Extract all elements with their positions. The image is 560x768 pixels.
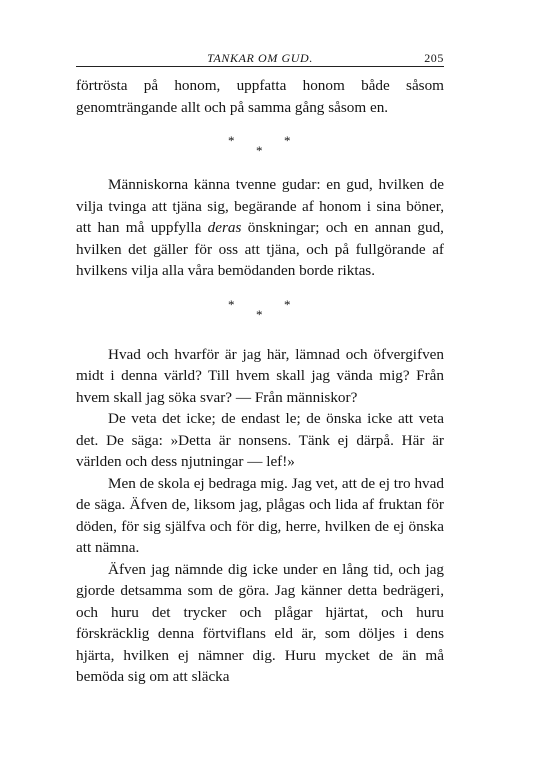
header-rule	[76, 66, 444, 67]
paragraph-continuation: förtrösta på honom, uppfatta honom både såsom genomträngande allt och på samma gång såsom en.	[76, 77, 444, 116]
paragraph-two-gods	[76, 174, 444, 282]
section-break-asterism-2	[76, 282, 444, 326]
asterism-star-right: *	[284, 296, 291, 312]
paragraph-they-shall-not-deceive: Men de skola ej bedraga mig. Jag vet, att de ej tro hvad de säga. Äfven de, liksom jag, plågas och lida af fruktan för döden, för sig själfva och för dig, herre, hvilken de ej önska att nämna.	[76, 474, 444, 556]
book-page	[76, 46, 444, 688]
asterism-star-middle: *	[256, 306, 263, 322]
spacer	[76, 326, 444, 344]
asterism-star-left: *	[228, 296, 235, 312]
section-break-asterism	[76, 118, 444, 162]
running-title: TANKAR OM GUD.	[207, 51, 313, 65]
running-head	[76, 46, 444, 66]
asterism-star-middle: *	[256, 143, 263, 158]
asterism-star-left: *	[228, 133, 235, 148]
paragraph-they-do-not-know: De veta det icke; de endast le; de önska icke att veta det. De säga: »Detta är nonsens. Tänk ej därpå. Här är världen och dess njutningar — lef!»	[76, 410, 444, 470]
page-number: 205	[424, 51, 444, 65]
paragraph-i-too: Äfven jag nämnde dig icke under en lång tid, och jag gjorde detsamma som de göra. Jag känner detta bedrägeri, och huru det trycker och plågar hjärtat, och huru förskräcklig denna förtviflans eld är, som döljes i dens hjärta, hvilken ej nämner dig. Huru mycket de än må bemöda sig om att släcka	[76, 560, 444, 685]
emphasis-deras: deras	[207, 219, 242, 236]
paragraph-two-gods-text-a: Människorna känna tvenne gudar: en gud, hvilken de vilja tvinga att tjäna sig, begärande af honom i sina böner, att han må uppfylla	[76, 176, 444, 236]
paragraph-two-gods-text-b: önskningar; och en annan gud, hvilken det gäller för oss att tjäna, och på fullgörande af hvilkens vilja alla våra bemödanden borde riktas.	[76, 219, 444, 279]
spacer	[76, 162, 444, 174]
asterism-star-right: *	[284, 133, 291, 148]
page-body	[76, 75, 444, 688]
paragraph-why-am-i-here: Hvad och hvarför är jag här, lämnad och öfvergifven midt i denna värld? Till hvem skall jag vända mig? Från hvem skall jag söka svar? — Från människor?	[76, 345, 444, 406]
